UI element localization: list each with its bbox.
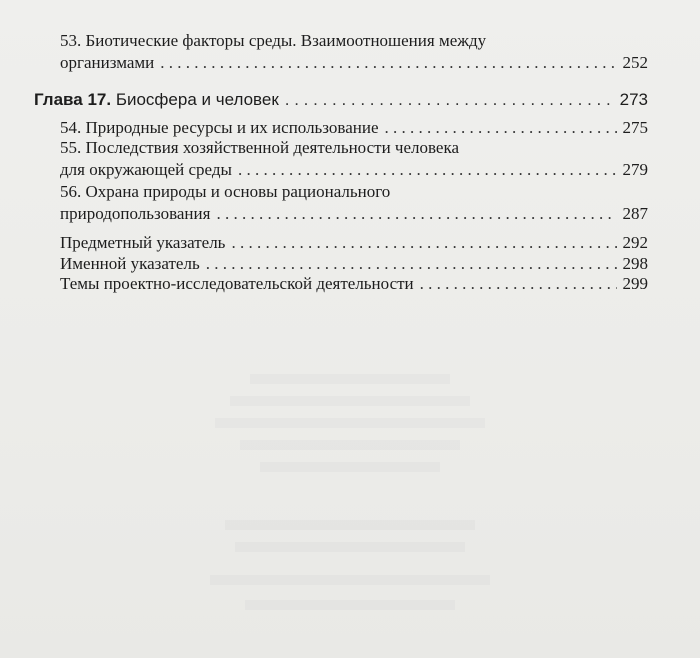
dot-leader (385, 117, 617, 139)
toc-entry-title-line: Предметный указатель (60, 233, 226, 252)
dot-leader (216, 203, 616, 225)
toc-entry-row (60, 273, 648, 295)
chapter-heading (34, 89, 279, 111)
toc-entry-title-line: 55. Последствия хозяйственной деятельности человека (60, 138, 460, 157)
toc-entry-title-line: 54. Природные ресурсы и их использование (60, 118, 379, 137)
toc-chapter-17 (34, 89, 648, 111)
page-number: 279 (622, 160, 648, 179)
page-number: 292 (622, 233, 648, 252)
toc-entry-title-line: Именной указатель (60, 254, 200, 273)
toc-entry-title-line: Темы проектно-исследовательской деятельности (60, 274, 414, 293)
dot-leader (231, 232, 616, 254)
toc-entry-title-line: 56. Охрана природы и основы рационального (60, 182, 391, 201)
chapter-title: Биосфера и человек (115, 90, 279, 109)
page-number: 299 (622, 274, 648, 293)
page-number: 252 (622, 53, 648, 72)
toc-entry-53 (60, 30, 648, 74)
chapter-label: Глава 17. (34, 90, 112, 109)
toc-entry-row (60, 159, 648, 181)
toc-entry-54 (60, 117, 648, 139)
toc-entry-title-line: 53. Биотические факторы среды. Взаимоотношения между (60, 31, 487, 50)
dot-leader (160, 52, 616, 74)
toc-entry-title-line: природопользования (60, 204, 211, 223)
toc-entry-row (60, 203, 648, 225)
page-number: 298 (622, 254, 648, 273)
dot-leader (420, 273, 617, 295)
toc-entry-name-index (60, 253, 648, 275)
toc-entry-row (34, 89, 648, 111)
toc-entry-row (60, 117, 648, 139)
toc-entry-subject-index (60, 232, 648, 254)
dot-leader (206, 253, 617, 275)
page-number: 287 (622, 204, 648, 223)
dot-leader (285, 89, 614, 111)
page-number: 273 (619, 90, 648, 109)
dot-leader (238, 159, 617, 181)
toc-entry-title-line: для окружающей среды (60, 160, 232, 179)
toc-entry-56 (60, 181, 648, 225)
toc-entry-row (60, 52, 648, 74)
toc-entry-row (60, 253, 648, 275)
toc-entry-title-line: организмами (60, 53, 155, 72)
page-number: 275 (622, 118, 648, 137)
toc-entry-row (60, 232, 648, 254)
toc-entry-55 (60, 137, 648, 181)
toc-entry-project-topics (60, 273, 648, 295)
